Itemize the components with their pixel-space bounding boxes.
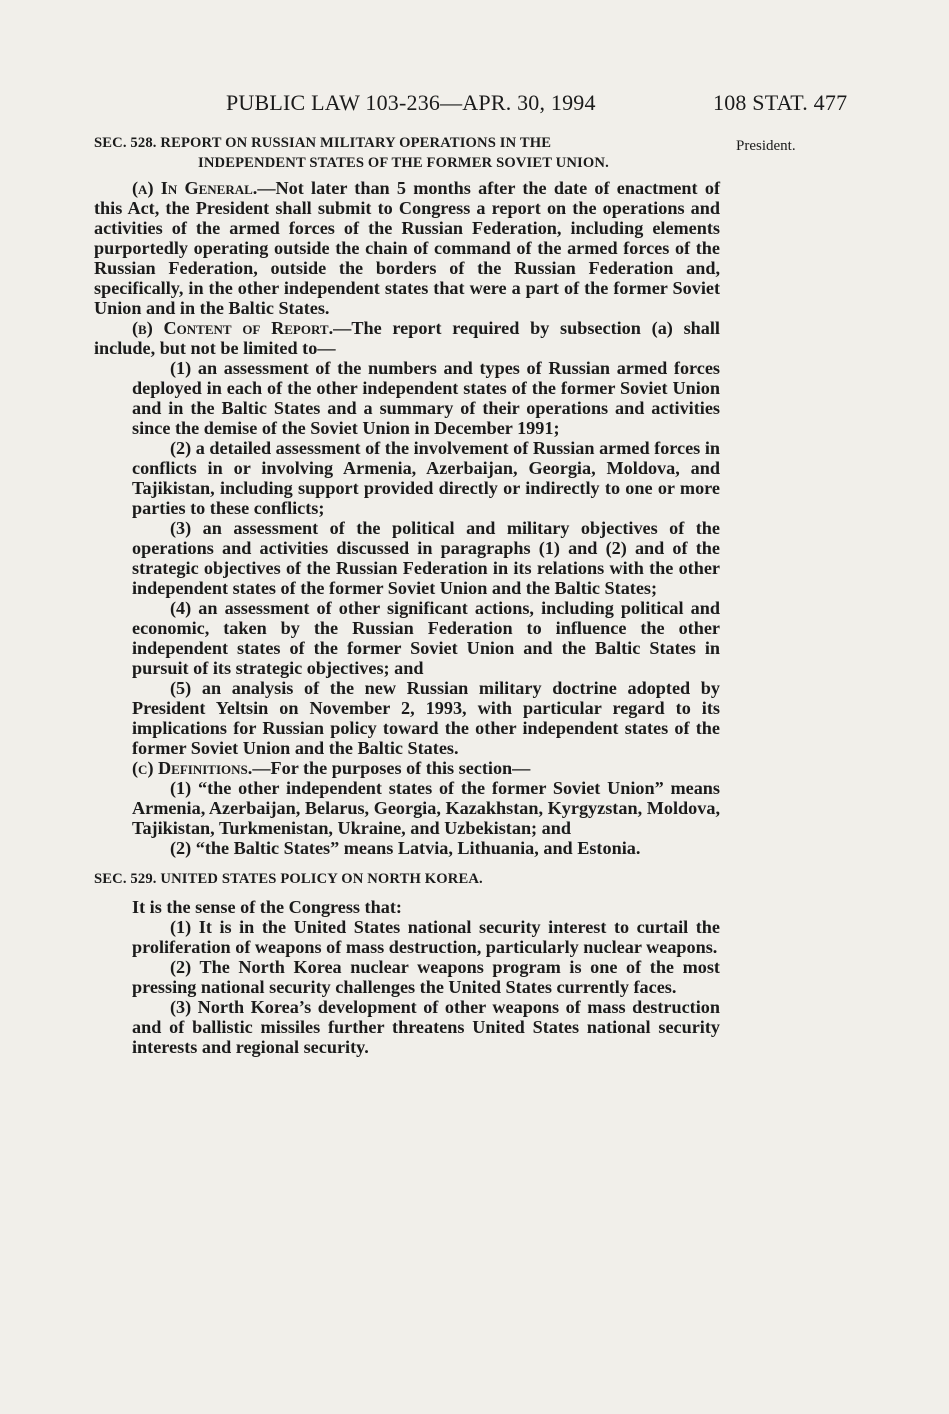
margin-note: President. <box>736 138 796 154</box>
body-column <box>94 134 720 1057</box>
subsection-a <box>94 178 720 318</box>
section-529-intro: It is the sense of the Congress that: <box>132 896 402 917</box>
subsection-c-item: (1) “the other independent states of the former Soviet Union” means Armenia, Azerbaijan, Belarus, Georgia, Kazakhstan, Kyrgyzstan, Moldova, Tajikistan, Turkmenistan, Ukraine, and Uzbekistan; and <box>132 778 720 838</box>
subsection-b-item: (3) an assessment of the political and military objectives of the operations and activities discussed in paragraphs (1) and (2) and of the strategic objectives of the Russian Federation in its relations with the other independent states of the former Soviet Union and the Baltic States; <box>132 518 720 598</box>
section-529-item: (3) North Korea’s development of other weapons of mass destruction and of ballistic missiles further threatens United States national security interests and regional security. <box>132 996 720 1057</box>
public-law-citation: PUBLIC LAW 103-236—APR. 30, 1994 <box>226 90 596 115</box>
subsection-c <box>94 758 720 778</box>
section-528-heading <box>94 134 720 173</box>
section-528-heading-line2: INDEPENDENT STATES OF THE FORMER SOVIET UNION. <box>198 154 609 171</box>
subsection-a-label: (a) In General. <box>132 178 258 198</box>
subsection-b-label: (b) Content of Report. <box>132 318 334 338</box>
subsection-b <box>94 318 720 358</box>
section-529-heading: SEC. 529. UNITED STATES POLICY ON NORTH KOREA. <box>94 871 483 887</box>
statute-page-number: 108 STAT. 477 <box>713 90 848 115</box>
subsection-c-label: (c) Definitions. <box>132 758 253 778</box>
subsection-c-text: —For the purposes of this section— <box>252 758 531 778</box>
section-528-heading-line1: SEC. 528. REPORT ON RUSSIAN MILITARY OPERATIONS IN THE <box>94 135 552 151</box>
subsection-b-item: (1) an assessment of the numbers and types of Russian armed forces deployed in each of the other independent states of the former Soviet Union and in the Baltic States and a summary of their operations and activities since the demise of the Soviet Union in December 1991; <box>132 358 720 438</box>
subsection-b-item: (2) a detailed assessment of the involvement of Russian armed forces in conflicts in or involving Armenia, Azerbaijan, Georgia, Moldova, and Tajikistan, including support provided directly or indirectly to one or more parties to these conflicts; <box>132 438 720 518</box>
subsection-b-text: —The report required by subsection (a) shall include, but not be limited to— <box>94 318 720 358</box>
subsection-b-item: (5) an analysis of the new Russian military doctrine adopted by President Yeltsin on November 2, 1993, with particular regard to its implications for Russian policy toward the other independent states of the former Soviet Union and the Baltic States. <box>132 678 720 758</box>
running-header <box>0 88 949 118</box>
section-529-item: (1) It is in the United States national security interest to curtail the proliferation of weapons of mass destruction, particularly nuclear weapons. <box>132 916 720 957</box>
subsection-a-text: —Not later than 5 months after the date of enactment of this Act, the President shall submit to Congress a report on the operations and activities of the armed forces of the Russian Federation, including elements purportedly operating outside the chain of command of the armed forces of the Russian Federation, outside the borders of the Russian Federation and, specifically, in the other independent states that were a part of the former Soviet Union and in the Baltic States. <box>94 178 720 318</box>
section-529-item: (2) The North Korea nuclear weapons program is one of the most pressing national security challenges the United States currently faces. <box>132 956 720 997</box>
subsection-b-item: (4) an assessment of other significant actions, including political and economic, taken by the Russian Federation to influence the other independent states of the former Soviet Union and the Baltic States in pursuit of its strategic objectives; and <box>132 598 720 678</box>
subsection-c-item: (2) “the Baltic States” means Latvia, Lithuania, and Estonia. <box>170 838 641 858</box>
